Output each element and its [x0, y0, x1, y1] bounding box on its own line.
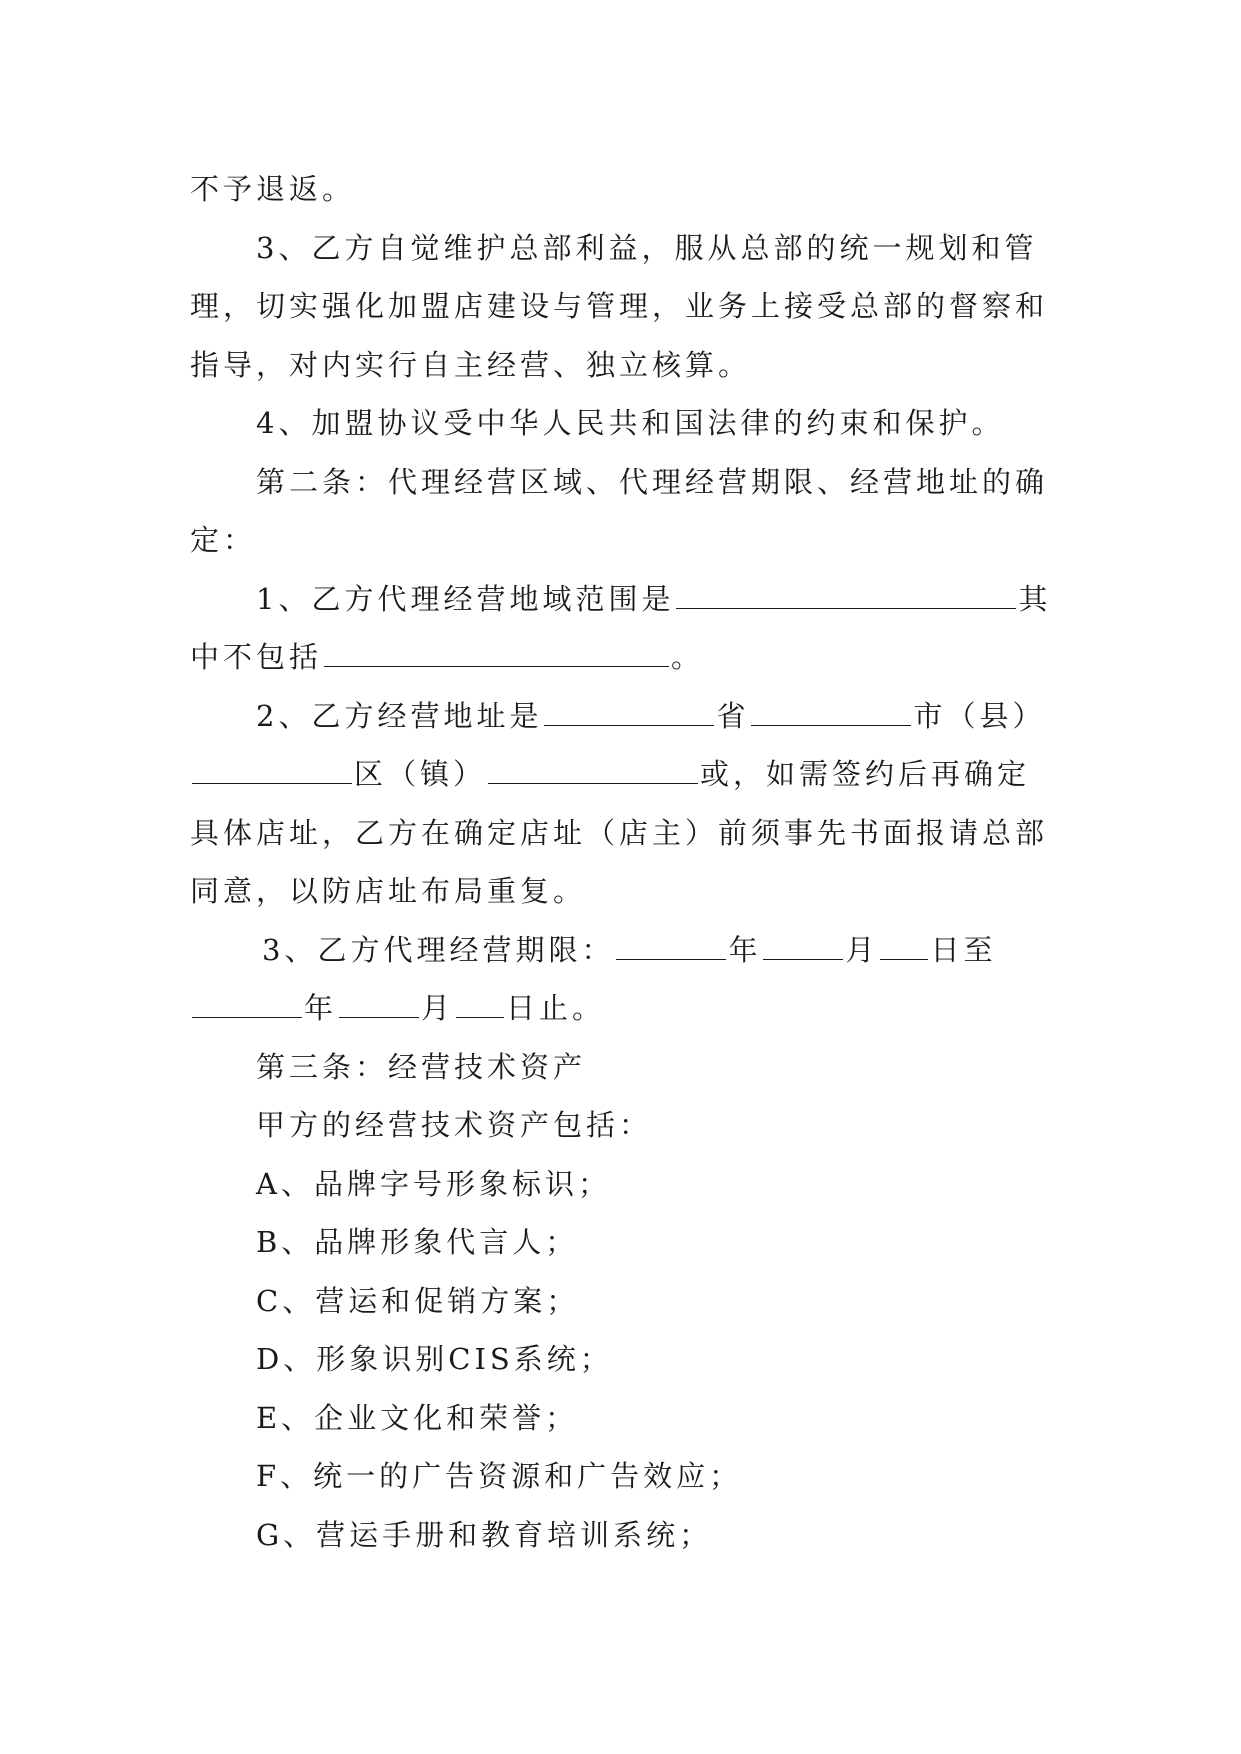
document-body [190, 160, 1050, 1564]
fill-in-blank[interactable] [192, 753, 352, 784]
fill-in-blank[interactable] [544, 695, 714, 726]
list-item: A、品牌字号形象标识； [256, 1166, 611, 1201]
paragraph-line: 同意，以防店址布局重复。 [190, 874, 587, 908]
fill-in-blank[interactable] [880, 929, 928, 960]
paragraph-line: 中不包括 。 [190, 628, 1050, 687]
fill-in-blank[interactable] [192, 987, 302, 1018]
fill-in-blank[interactable] [763, 929, 843, 960]
list-item: C、营运和促销方案； [256, 1283, 580, 1318]
fill-in-blank[interactable] [676, 578, 1016, 609]
fill-in-blank[interactable] [456, 987, 504, 1018]
paragraph-line: 1、乙方代理经营地域范围是 其 [190, 570, 1050, 629]
paragraph-line: 3、乙方代理经营期限： 年 月 日至 [190, 921, 1050, 980]
list-item: F、统一的广告资源和广告效应； [256, 1459, 743, 1493]
paragraph-line: 甲方的经营技术资产包括： [256, 1108, 653, 1142]
fill-in-blank[interactable] [616, 929, 726, 960]
fill-in-blank[interactable] [324, 636, 669, 667]
paragraph-line: 4、加盟协议受中华人民共和国法律的约束和保护。 [256, 406, 1005, 440]
fill-in-blank[interactable] [751, 695, 911, 726]
list-item: B、品牌形象代言人； [256, 1225, 579, 1259]
paragraph-line: 2、乙方经营地址是 省 市（县） [190, 687, 1050, 746]
section-heading: 第三条：经营技术资产 [256, 1049, 587, 1084]
paragraph-line: 年 月 日止。 [190, 979, 1050, 1038]
paragraph-line: 具体店址，乙方在确定店址（店主）前须事先书面报请总部 [190, 815, 1049, 850]
paragraph-line: 不予退返。 [190, 172, 356, 206]
paragraph-line: 定： [190, 523, 257, 557]
paragraph-line: 理，切实强化加盟店建设与管理，业务上接受总部的督察和 [190, 289, 1049, 323]
list-item: D、形象识别CIS系统； [256, 1342, 613, 1376]
list-item: G、营运手册和教育培训系统； [256, 1517, 713, 1552]
paragraph-line: 3、乙方自觉维护总部利益，服从总部的统一规划和管 [256, 230, 1038, 265]
fill-in-blank[interactable] [339, 987, 419, 1018]
section-heading: 第二条：代理经营区域、代理经营期限、经营地址的确 [256, 464, 1049, 499]
paragraph-line: 区（镇） 或，如需签约后再确定 [190, 745, 1050, 804]
fill-in-blank[interactable] [488, 753, 698, 784]
list-item: E、企业文化和荣誉； [256, 1400, 579, 1435]
paragraph-line: 指导，对内实行自主经营、独立核算。 [190, 347, 752, 382]
